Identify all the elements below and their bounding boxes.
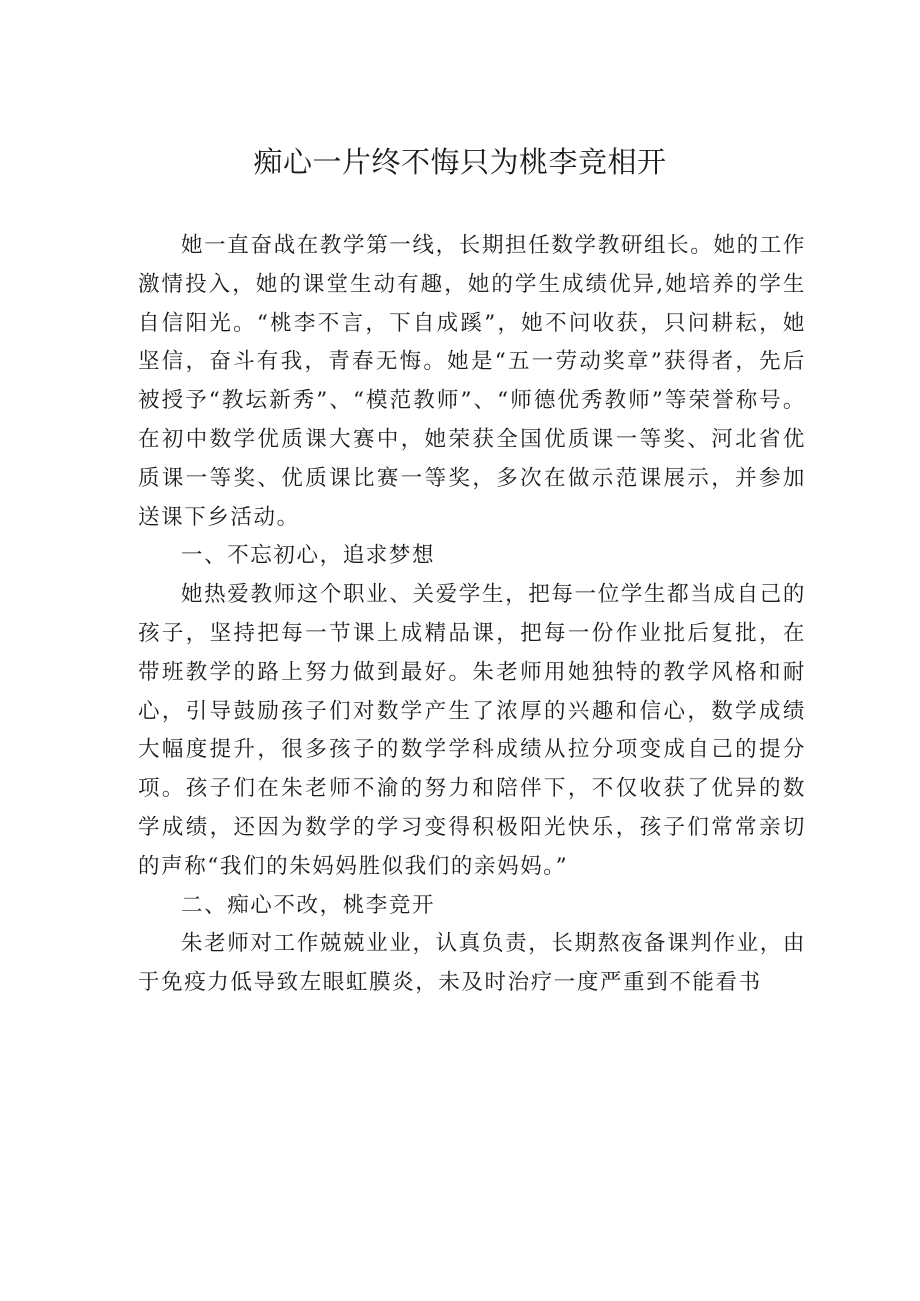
paragraph-intro: 她一直奋战在教学第一线，长期担任数学教研组长。她的工作激情投入，她的课堂生动有趣，她的学生成绩优异,她培养的学生自信阳光。“桃李不言，下自成蹊”，她不问收获，只问耕耘，她坚信，奋斗有我，青春无悔。她是“五一劳动奖章”获得者，先后被授予“教坛新秀”、“模范教师”、“师德优秀教师”等荣誉称号。在初中数学优质课大赛中，她荣获全国优质课一等奖、河北省优质课一等奖、优质课比赛一等奖，多次在做示范课展示，并参加送课下乡活动。 xyxy=(138,233,806,530)
document-body xyxy=(138,227,806,1003)
section-heading-1: 一、不忘初心，追求梦想 xyxy=(181,543,436,569)
paragraph-section-1: 她热爱教师这个职业、关爱学生，把每一位学生都当成自己的孩子，坚持把每一节课上成精品课，把每一份作业批后复批，在带班教学的路上努力做到最好。朱老师用她独特的教学风格和耐心，引导鼓励孩子们对数学产生了浓厚的兴趣和信心，数学成绩大幅度提升，很多孩子的数学学科成绩从拉分项变成自己的提分项。孩子们在朱老师不渝的努力和陪伴下，不仅收获了优异的数学成绩，还因为数学的学习变得积极阳光快乐，孩子们常常亲切的声称“我们的朱妈妈胜似我们的亲妈妈。” xyxy=(138,582,806,879)
paragraph-section-2: 朱老师对工作兢兢业业，认真负责，长期熬夜备课判作业，由于免疫力低导致左眼虹膜炎，未及时治疗一度严重到不能看书 xyxy=(138,931,806,996)
section-heading-2: 二、痴心不改，桃李竞开 xyxy=(181,892,436,918)
document-title: 痴心一片终不悔只为桃李竞相开 xyxy=(253,145,667,179)
